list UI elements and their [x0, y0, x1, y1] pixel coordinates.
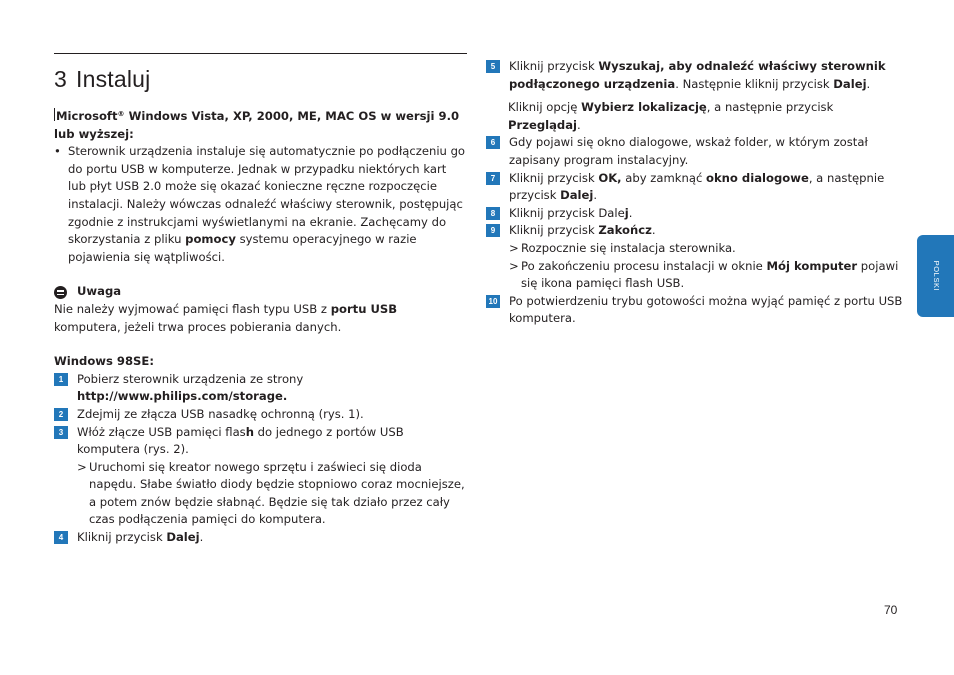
step-number-badge: 10: [486, 295, 500, 308]
finish-label: Zakończ: [598, 223, 652, 238]
search-driver-label: Wyszukaj, aby odnaleźć właściwy sterownik podłączonego urządzenia: [509, 59, 886, 91]
step-1: [54, 371, 467, 406]
next-label: Dalej: [560, 188, 594, 203]
right-column: [486, 58, 906, 328]
step-number-badge: 3: [54, 426, 68, 439]
step-text: Kliknij przycisk: [509, 59, 599, 73]
spacer: [54, 336, 467, 353]
step-7: [486, 170, 906, 205]
result-text-end: pojawi się ikona pamięci flash USB.: [521, 258, 899, 291]
top-rule: [54, 53, 467, 54]
text-cursor-mark: [54, 108, 55, 121]
result-marker: >: [77, 459, 87, 474]
left-column: [54, 108, 467, 547]
note-title: Uwaga: [77, 284, 122, 299]
step-number-badge: 1: [54, 373, 68, 386]
w98-heading: Windows 98SE:: [54, 354, 154, 369]
page-number: 70: [884, 603, 898, 617]
ms-bullet-item: [54, 143, 467, 266]
step-text-end: .: [651, 223, 656, 238]
next-label: Dalej: [833, 76, 867, 91]
next-label: Dalej: [166, 530, 200, 545]
step-text: Włóż złącze USB pamięci flas: [77, 424, 246, 439]
step-text-end: .: [577, 117, 581, 132]
browse-label: Przeglądaj: [508, 117, 578, 132]
step-number-badge: 7: [486, 172, 500, 185]
step-text-end: .: [199, 530, 204, 545]
step-5-continued: [486, 99, 906, 134]
language-tab: [917, 235, 954, 317]
choose-location-label: Wybierz lokalizację: [581, 100, 707, 115]
result-marker: >: [509, 258, 519, 273]
section-heading: [54, 64, 150, 94]
dialog-label: okno dialogowe: [706, 170, 809, 185]
result-text: Po zakończeniu procesu instalacji w oknie: [521, 258, 767, 273]
step-number-badge: 4: [54, 531, 68, 544]
step-text-end: do jednego z portów USB komputera (rys. 2).: [77, 424, 404, 457]
step-text: Kliknij przycisk: [509, 170, 599, 185]
result-marker: >: [509, 240, 519, 255]
step-text-end: .: [866, 76, 871, 91]
step-text-end: .: [628, 205, 633, 220]
result-text: Uruchomi się kreator nowego sprzętu i zaświeci się dioda napędu. Słabe światło diody będzie stopniowo coraz mocniejsze, a potem znów będzie słabnąć. Będzie się tak działo przez cały czas podłączenia pamięci do komputera.: [89, 459, 465, 527]
step-9-result-2: [509, 258, 906, 293]
step-2: [54, 406, 467, 424]
ms-bullet-text: Sterownik urządzenia instaluje się automatycznie po podłączeniu go do portu USB w komputerze. Jednak w przypadku niektórych kart lub płyt USB 2.0 może się okazać konieczne ręczne rozpoczęcie instalacji. Należy wówczas odnaleźć właściwy sterownik, postępując zgodnie z instrukcjami wyświetlanymi na ekranie. Zachęcamy do skorzystania z pliku: [68, 144, 466, 247]
step-text: Po potwierdzeniu trybu gotowości można wyjąć pamięć z portu USB komputera.: [509, 293, 903, 326]
ms-bullet-text-end: systemu operacyjnego w razie pojawienia się wątpliwości.: [68, 232, 417, 264]
section-title: Instaluj: [76, 66, 151, 92]
note-heading: [54, 283, 467, 301]
url-text: http://www.philips.com/storage.: [77, 389, 288, 404]
step-text: Zdejmij ze złącza USB nasadkę ochronną (rys. 1).: [77, 406, 364, 421]
step-text-end: .: [593, 188, 598, 203]
language-tab-label: POLSKI: [931, 260, 941, 292]
step-text: Kliknij przycisk: [77, 530, 167, 545]
help-term: pomocy: [185, 232, 236, 247]
step-5: [486, 58, 906, 93]
note-text: [54, 301, 467, 336]
spacer: [54, 266, 467, 283]
note-text-start: Nie należy wyjmować pamięci flash typu USB z: [54, 301, 331, 316]
step-8: [486, 205, 906, 223]
step-text-mid2: , a następnie przycisk: [509, 170, 885, 203]
step-bold-letter: j: [624, 205, 629, 220]
step-number-badge: 5: [486, 60, 500, 73]
step-text: Pobierz sterownik urządzenia ze strony: [77, 371, 304, 386]
step-text: Kliknij opcję: [508, 100, 582, 115]
section-number: 3: [54, 66, 67, 92]
registered-mark: ®: [117, 110, 125, 118]
step-text: Kliknij przycisk: [509, 223, 599, 238]
ok-label: OK,: [598, 170, 622, 185]
step-text: Gdy pojawi się okno dialogowe, wskaż folder, w którym został zapisany program instalacyjny.: [509, 135, 868, 167]
step-9-result-1: [509, 240, 906, 258]
step-6: [486, 134, 906, 169]
bullet-dot: •: [54, 144, 61, 159]
step-4: [54, 529, 467, 547]
step-number-badge: 9: [486, 224, 500, 237]
ms-brand: Microsoft: [56, 109, 118, 123]
my-computer-label: Mój komputer: [766, 258, 858, 273]
step-text-mid: . Następnie kliknij przycisk: [675, 76, 834, 91]
step-9: [486, 222, 906, 292]
step-10: [486, 293, 906, 328]
step-text-mid: aby zamknąć: [621, 170, 706, 185]
note-usb-port: portu USB: [330, 301, 398, 316]
ms-heading-rest: Windows Vista, XP, 2000, ME, MAC OS w wersji 9.0 lub wyższej:: [54, 109, 460, 141]
step-text: Kliknij przycisk Dale: [509, 205, 625, 220]
step-3-result: [77, 459, 467, 529]
step-number-badge: 2: [54, 408, 68, 421]
step-3: [54, 424, 467, 530]
result-text: Rozpocznie się instalacja sterownika.: [521, 240, 736, 255]
step-number-badge: 8: [486, 207, 500, 220]
step-bold-letter: h: [245, 424, 254, 439]
note-text-end: komputera, jeżeli trwa proces pobierania danych.: [54, 319, 342, 334]
ms-heading: [54, 108, 467, 143]
note-icon: [54, 286, 67, 299]
step-text-mid: , a następnie przycisk: [706, 100, 834, 115]
step-number-badge: 6: [486, 136, 500, 149]
